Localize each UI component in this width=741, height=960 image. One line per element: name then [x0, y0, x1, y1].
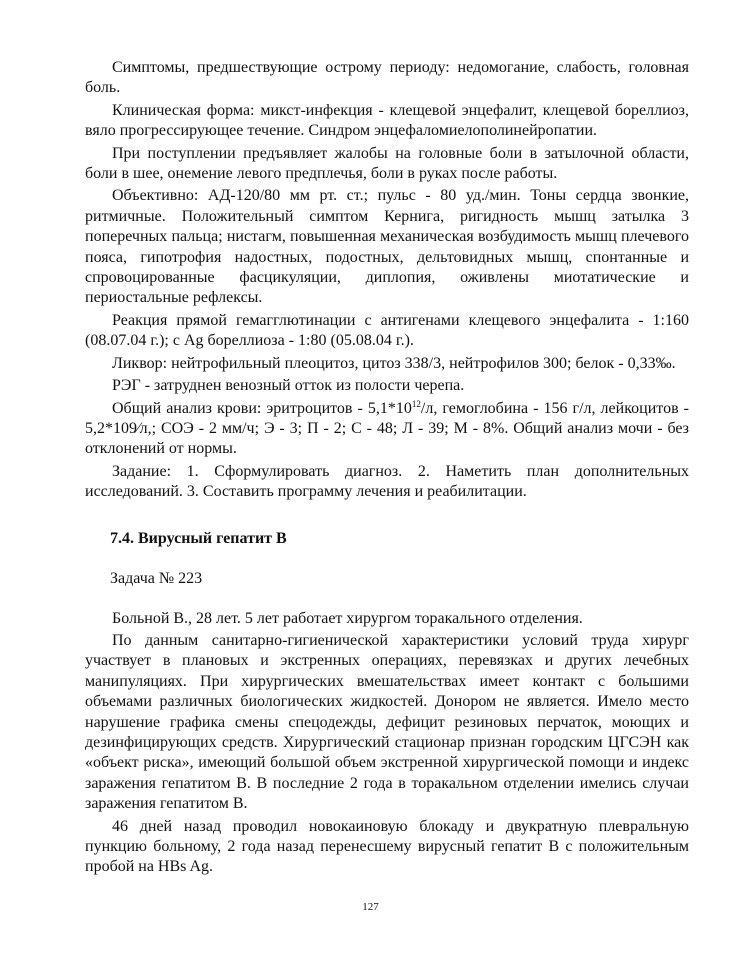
- paragraph-hemagglutination: Реакция прямой гемагглютинации с антигенами клещевого энцефалита - 1:160 (08.07.04 г.); с Ag бореллиоза - 1:80 (05.08.04 г.).: [85, 311, 689, 350]
- blood-test-text-end: /л, гемоглобина - 156 г/л, лейкоцитов - 5,2*109⁄л,; СОЭ - 2 мм/ч; Э - 3; П - 2; С - 48; Л - 39; М - 8%. Общий анализ мочи - без отклонений от нормы.: [85, 399, 689, 458]
- paragraph-admission-complaints: При поступлении предъявляет жалобы на головные боли в затылочной области, боли в шее, онемение левого предплечья, боли в руках после работы.: [85, 144, 689, 183]
- paragraph-objective-exam: Объективно: АД-120/80 мм рт. ст.; пульс - 80 уд./мин. Тоны сердца звонкие, ритмичные. Положительный симптом Кернига, ригидность мышц затылка 3 поперечных пальца; нистагм, повышенная механическая возбудимость мышц плечевого пояса, гипотрофия надостных, подостных, дельтовидных мышц, спонтанные и спровоцированные фасцикуляции, диплопия, оживлены миотатические и периостальные рефлексы.: [85, 187, 689, 307]
- blood-test-text-start: Общий анализ крови: эритроцитов - 5,1*10: [112, 399, 412, 417]
- paragraph-assignment: Задание: 1. Сформулировать диагноз. 2. Наметить план дополнительных исследований. 3. Составить программу лечения и реабилитации.: [85, 462, 689, 501]
- paragraph-reg: РЭГ - затруднен венозный отток из полости черепа.: [112, 377, 465, 395]
- page-content: [85, 58, 689, 880]
- task-label: Задача № 223: [110, 569, 203, 587]
- paragraph-blood-test: [85, 399, 689, 460]
- paragraph-exposure-history: 46 дней назад проводил новокаиновую блокаду и двукратную плевральную пункцию больному, 2 года назад перенесшему вирусный гепатит В с положительным пробой на HBs Ag.: [85, 817, 689, 876]
- page-number: 127: [362, 901, 379, 913]
- paragraph-work-conditions: По данным санитарно-гигиенической характеристики условий труда хирург участвует в плановых и экстренных операциях, перевязках и других лечебных манипуляциях. При хирургических вмешательствах имеет контакт с большими объемами различных биологических жидкостей. Донором не является. Имело место нарушение графика смены спецодежды, дефицит резиновых перчаток, моющих и дезинфицирующих средств. Хирургический стационар признан городским ЦГСЭН как «объект риска», имеющий большой объем экстренной хирургической помощи и индекс заражения гепатитом В. В последние 2 года в торакальном отделении имелись случаи заражения гепатитом В.: [85, 631, 689, 813]
- paragraph-liquor: Ликвор: нейтрофильный плеоцитоз, цитоз 338/3, нейтрофилов 300; белок - 0,33‰.: [112, 354, 676, 372]
- paragraph-clinical-form: Клиническая форма: микст-инфекция - клещевой энцефалит, клещевой бореллиоз, вяло прогрессирующее течение. Синдром энцефаломиелополинейропатии.: [85, 101, 689, 140]
- section-heading: 7.4. Вирусный гепатит В: [110, 529, 287, 547]
- spacer: [85, 589, 689, 609]
- paragraph-prodromal-symptoms: Симптомы, предшествующие острому периоду: недомогание, слабость, головная боль.: [85, 59, 689, 97]
- blood-test-exponent: 12: [411, 398, 421, 409]
- paragraph-patient-intro: Больной В., 28 лет. 5 лет работает хирургом торакального отделения.: [112, 609, 583, 627]
